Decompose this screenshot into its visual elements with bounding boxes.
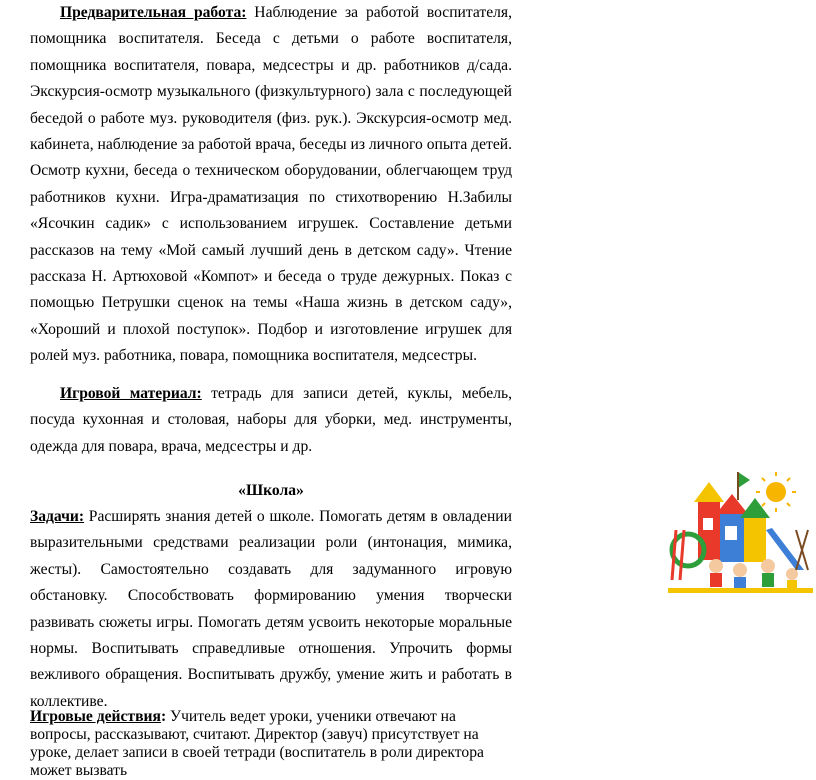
game-actions-colon: :: [160, 708, 167, 725]
game-material-label: Игровой материал:: [60, 385, 202, 402]
game-material-text: тетрадь для записи детей, куклы, мебель, посуда кухонная и столовая, наборы для уборки, мед. инструменты, одежда для повара, врача, медсестры и др.: [30, 385, 512, 455]
tasks-label: Задачи:: [30, 508, 85, 525]
tasks-text: Расширять знания детей о школе. Помогать детям в овладении выразительными средствами реализации роли (интонация, мимика, жесты). Самостоятельно создавать для задуманного игровую обстановку. Способствовать формированию умения творчески развивать сюжеты игры. Помогать детям усвоить некоторые моральные нормы. Воспитывать справедливые отношения. Упрочить формы вежливого обращения. Воспитывать дружбу, умение жить и работать в коллективе.: [30, 508, 512, 710]
game-actions-label: Игровые действия: [30, 708, 161, 725]
playground-illustration-icon: [668, 470, 813, 595]
section-title: «Школа»: [238, 482, 304, 499]
game-actions-paragraph: [30, 708, 512, 780]
game-actions-text: Учитель ведет уроки, ученики отвечают на вопросы, рассказывают, считают. Директор (завуч) присутствует на уроке, делает записи в своей тетради (воспитатель в роли директора может вызвать: [30, 708, 484, 779]
preliminary-work-label: Предварительная работа:: [60, 4, 247, 21]
tasks-paragraph: [30, 504, 512, 715]
game-material-paragraph: [30, 381, 512, 460]
preliminary-work-paragraph: [30, 0, 512, 370]
preliminary-work-text: Наблюдение за работой воспитателя, помощника воспитателя. Беседа с детьми о работе воспитателя, помощника воспитателя, повара, медсестры и др. работников д/сада. Экскурсия-осмотр музыкального (физкультурного) зала с последующей беседой о работе муз. руководителя (физ. рук.). Экскурсия-осмотр мед. кабинета, наблюдение за работой врача, беседы из личного опыта детей. Осмотр кухни, беседа о техническом оборудовании, облегчающем труд работников кухни. Игра-драматизация по стихотворению Н.Забилы «Ясочкин садик» с использованием игрушек. Составление детьми рассказов на тему «Мой самый лучший день в детском саду». Чтение рассказа Н. Артюховой «Компот» и беседа о труде дежурных. Показ с помощью Петрушки сценок на темы «Наша жизнь в детском саду», «Хороший и плохой поступок». Подбор и изготовление игрушек для ролей муз. работника, повара, помощника воспитателя, медсестры.: [30, 4, 512, 365]
